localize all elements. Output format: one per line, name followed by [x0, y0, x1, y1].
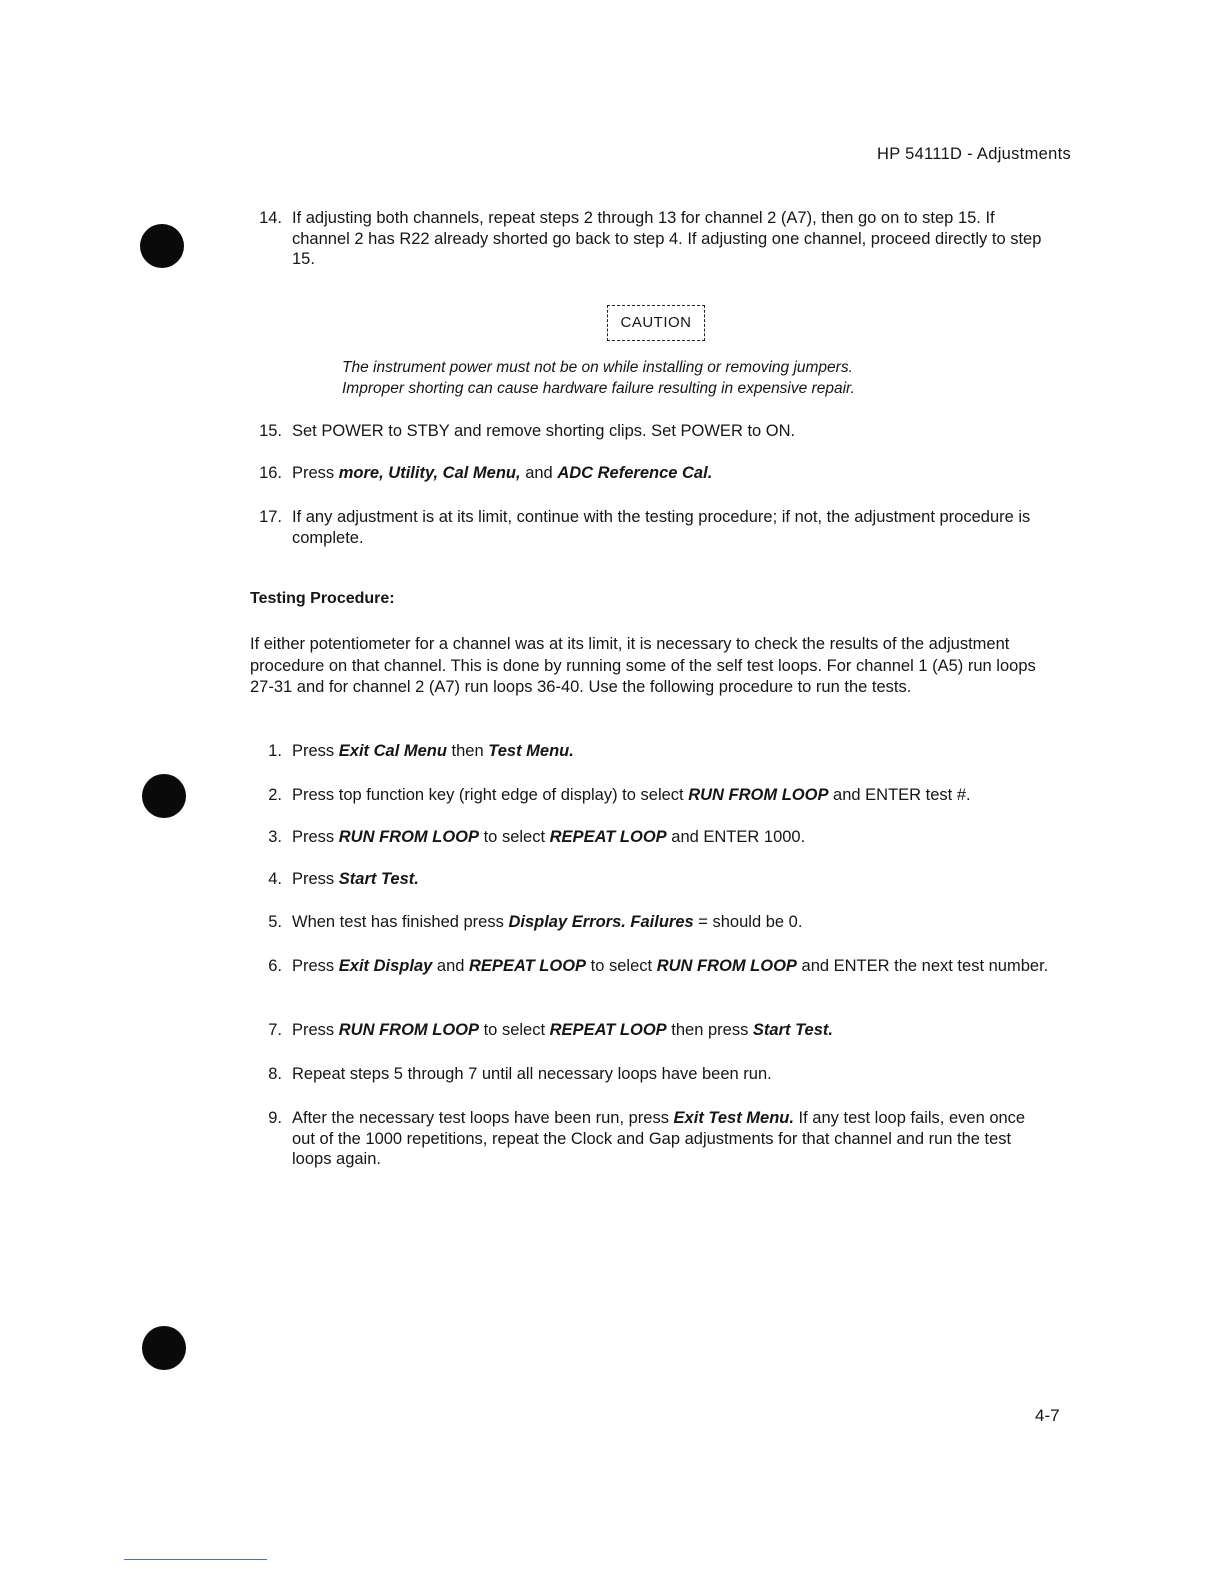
step-number: 5. [268, 913, 282, 931]
step-item [252, 208, 1052, 270]
step-item [252, 869, 1052, 890]
step-text-fragment: When test has finished press [292, 913, 509, 931]
caution-text [342, 358, 982, 399]
step-number: 7. [268, 1021, 282, 1039]
step-command: ADC Reference Cal. [557, 464, 713, 482]
step-text-fragment: Press [292, 464, 339, 482]
step-item [252, 421, 1052, 442]
punch-hole-bottom [142, 1326, 186, 1370]
step-text [292, 869, 1052, 890]
step-command: RUN FROM LOOP [656, 957, 797, 975]
step-command: more, Utility, Cal Menu, [338, 464, 521, 482]
step-text-fragment: After the necessary test loops have been run, press [292, 1109, 674, 1127]
footer-rule [124, 1559, 267, 1560]
step-text [292, 956, 1052, 977]
step-text-fragment: Set POWER to STBY and remove shorting clips. Set POWER to ON. [292, 422, 796, 440]
step-command: Display Errors. Failures [508, 913, 694, 931]
step-number: 15. [259, 422, 282, 440]
step-text [292, 463, 1052, 484]
step-number: 3. [268, 828, 282, 846]
step-text-fragment: and [432, 957, 470, 975]
step-text-fragment: to select [586, 957, 657, 975]
step-text-fragment: and ENTER 1000. [666, 828, 806, 846]
step-command: RUN FROM LOOP [338, 828, 480, 846]
step-text [292, 507, 1052, 548]
step-text-fragment: If adjusting both channels, repeat steps 2 through 13 for channel 2 (A7), then go on to step 15. If channel 2 has R22 already shorted go back to step 4. If adjusting one channel, proceed directly to step 15. [292, 209, 1042, 268]
step-text-fragment: Press [292, 828, 339, 846]
punch-hole-top [140, 224, 184, 268]
step-command: Exit Display [338, 957, 433, 975]
step-text-fragment: then [446, 742, 489, 760]
step-text-fragment: Repeat steps 5 through 7 until all necessary loops have been run. [292, 1065, 772, 1083]
step-text-fragment: Press [292, 957, 339, 975]
step-number: 6. [268, 957, 282, 975]
step-item [252, 956, 1052, 977]
step-text-fragment: and ENTER the next test number. [796, 957, 1049, 975]
step-command: REPEAT LOOP [549, 1021, 667, 1039]
step-item [252, 785, 1052, 806]
step-text [292, 1108, 1052, 1170]
page-number: 4-7 [1035, 1406, 1060, 1425]
step-item [252, 1108, 1052, 1170]
step-number: 2. [268, 786, 282, 804]
step-number: 4. [268, 870, 282, 888]
step-text [292, 827, 1052, 848]
step-text [292, 421, 1052, 442]
step-text-fragment: Press [292, 1021, 339, 1039]
step-item [252, 1020, 1052, 1041]
punch-hole-middle [142, 774, 186, 818]
caution-line-1: The instrument power must not be on while installing or removing jumpers. [342, 359, 853, 376]
step-command: REPEAT LOOP [549, 828, 667, 846]
step-text [292, 208, 1052, 270]
step-command: RUN FROM LOOP [338, 1021, 480, 1039]
step-number: 17. [259, 508, 282, 526]
step-text-fragment: and ENTER test #. [828, 786, 971, 804]
step-number: 9. [268, 1109, 282, 1127]
step-text [292, 741, 1052, 762]
step-command: Start Test. [752, 1021, 833, 1039]
step-text-fragment: and [520, 464, 558, 482]
step-command: Exit Test Menu. [673, 1109, 794, 1127]
step-text [292, 912, 1052, 933]
step-command: Exit Cal Menu [338, 742, 447, 760]
caution-label: CAUTION [607, 305, 705, 341]
caution-line-2: Improper shorting can cause hardware failure resulting in expensive repair. [342, 379, 855, 397]
step-number: 14. [259, 209, 282, 227]
step-number: 8. [268, 1065, 282, 1083]
testing-procedure-paragraph: If either potentiometer for a channel was at its limit, it is necessary to check the results of the adjustment procedure on that channel. This is done by running some of the self test loops. For channel 1 (A5) run loops 27-31 and for channel 2 (A7) run loops 36-40. Use the following procedure to run the tests. [250, 635, 1036, 696]
step-text-fragment: then press [666, 1021, 753, 1039]
step-item [252, 912, 1052, 933]
step-command: REPEAT LOOP [469, 957, 587, 975]
page-header: HP 54111D - Adjustments [877, 145, 1071, 163]
step-command: RUN FROM LOOP [688, 786, 829, 804]
step-text-fragment: If any test loop fails, even once out of the 1000 repetitions, repeat the Clock and Gap adjustments for that channel and run the test loops again. [292, 1109, 1026, 1168]
step-text-fragment: Press [292, 870, 339, 888]
step-item [252, 507, 1052, 548]
step-item [252, 827, 1052, 848]
step-number: 16. [259, 464, 282, 482]
step-text-fragment: to select [479, 1021, 550, 1039]
step-number: 1. [268, 742, 282, 760]
step-command: Test Menu. [488, 742, 574, 760]
step-item [252, 463, 1052, 484]
step-item [252, 1064, 1052, 1085]
step-text [292, 1020, 1052, 1041]
step-text-fragment: If any adjustment is at its limit, continue with the testing procedure; if not, the adjustment procedure is complete. [292, 508, 1031, 547]
step-command: Start Test. [338, 870, 419, 888]
step-text-fragment: Press top function key (right edge of display) to select [292, 786, 689, 804]
step-text-fragment: Press [292, 742, 339, 760]
step-text-fragment: = should be 0. [693, 913, 803, 931]
step-text [292, 1064, 1052, 1085]
step-item [252, 741, 1052, 762]
step-text [292, 785, 1052, 806]
testing-procedure-heading: Testing Procedure: [250, 590, 395, 607]
step-text-fragment: to select [479, 828, 550, 846]
